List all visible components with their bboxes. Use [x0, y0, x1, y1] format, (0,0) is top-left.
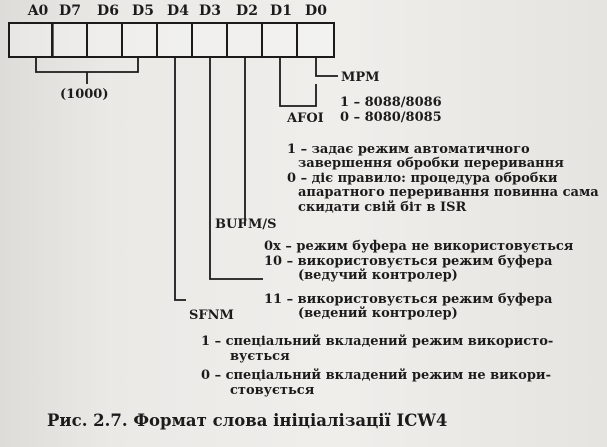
bit-header-d7: D7	[59, 3, 81, 19]
buf-connector	[210, 58, 263, 279]
bit-header-d6: D6	[97, 3, 119, 19]
bit-header-d3: D3	[199, 3, 221, 19]
bit-header-d2: D2	[236, 3, 258, 19]
afoi-option-line-5: скидати свій біт в ISR	[298, 200, 467, 215]
buf-option-line-2: 10 – використовується режим буфера	[264, 254, 553, 269]
afoi-option-line-3: 0 – діє правило: процедура обробки	[287, 171, 558, 186]
sfnm-option-line-4: стовується	[230, 383, 315, 398]
sfnm-option-line-2: вується	[230, 349, 290, 364]
afoi-option-line-4: апаратного переривання повинна сама	[298, 185, 599, 200]
group-brace	[36, 58, 138, 72]
buf-option-line-3: (ведучий контролер)	[298, 268, 458, 283]
mpm-option-1: 1 – 8088/8086	[340, 95, 442, 110]
sfnm-connector	[175, 58, 186, 300]
bit-header-a0: A0	[27, 3, 49, 19]
sfnm-option-line-3: 0 – спеціальний вкладений режим не викори-	[201, 368, 551, 383]
bit-header-d1: D1	[270, 3, 292, 19]
mpm-label: MPM	[341, 70, 380, 85]
buf-option-line-5: (ведений контролер)	[298, 306, 458, 321]
bit-header-d0: D0	[305, 3, 327, 19]
sfnm-option-line-1: 1 – спеціальний вкладений режим використо-	[201, 334, 554, 349]
bit-header-d4: D4	[167, 3, 189, 19]
afoi-label: AFOI	[287, 111, 324, 126]
group-label: (1000)	[60, 87, 109, 102]
sfnm-label: SFNM	[189, 308, 234, 323]
afoi-connector	[280, 58, 316, 106]
buf-option-line-4: 11 – використовується режим буфера	[264, 292, 553, 307]
mpm-connector	[316, 58, 338, 76]
figure-caption: Рис. 2.7. Формат слова ініціалізації ICW4	[47, 411, 448, 430]
afoi-option-line-2: завершення обробки переривання	[298, 156, 564, 171]
buf-option-line-1: 0x – режим буфера не використовується	[264, 239, 574, 254]
mpm-option-0: 0 – 8080/8085	[340, 110, 442, 125]
bit-header-d5: D5	[132, 3, 154, 19]
buf-label: BUF	[215, 217, 247, 232]
afoi-option-line-1: 1 – задає режим автоматичного	[287, 142, 530, 157]
ms-label: M/S	[248, 217, 277, 232]
